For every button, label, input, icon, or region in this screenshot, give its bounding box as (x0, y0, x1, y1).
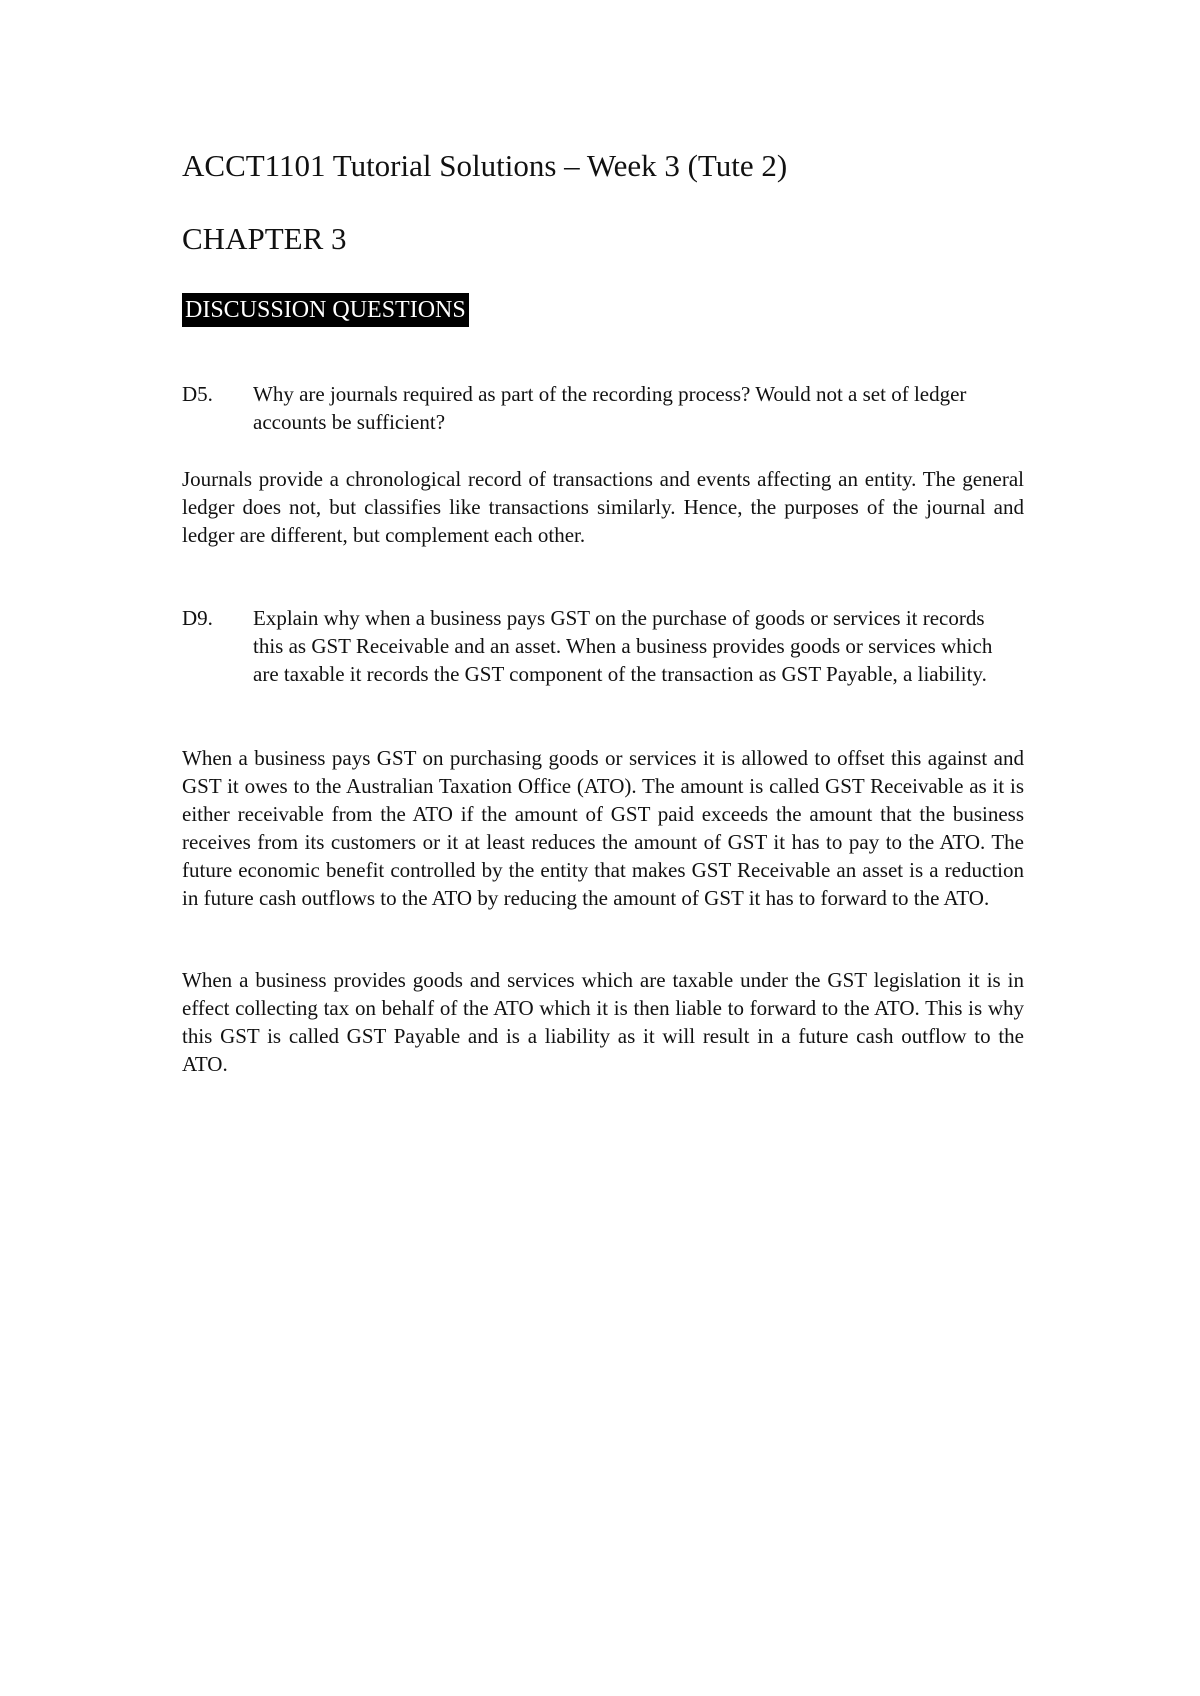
question-text: Explain why when a business pays GST on the purchase of goods or services it records this as GST Receivable and an asset. When a business provides goods or services which are taxable it records the GST component of the transaction as GST Payable, a liability. (253, 606, 993, 686)
question-number: D5. (182, 382, 213, 406)
question-d5 (182, 380, 1022, 436)
answer-d9-paragraph-2: When a business provides goods and services which are taxable under the GST legislation it is in effect collecting tax on behalf of the ATO which it is then liable to forward to the ATO. This is why this GST is called GST Payable and is a liability as it will result in a future cash outflow to the ATO. (182, 968, 1024, 1076)
question-number: D9. (182, 606, 213, 630)
answer-d9-paragraph-1: When a business pays GST on purchasing goods or services it is allowed to offset this against and GST it owes to the Australian Taxation Office (ATO). The amount is called GST Receivable as it is either receivable from the ATO if the amount of GST paid exceeds the amount that the business receives from its customers or it at least reduces the amount of GST it has to pay to the ATO. The future economic benefit controlled by the entity that makes GST Receivable an asset is a reduction in future cash outflows to the ATO by reducing the amount of GST it has to forward to the ATO. (182, 746, 1024, 910)
chapter-heading: CHAPTER 3 (182, 221, 347, 256)
answer-d5-paragraph-1: Journals provide a chronological record of transactions and events affecting an entity. The general ledger does not, but classifies like transactions similarly. Hence, the purposes of the journal and ledger are different, but complement each other. (182, 467, 1024, 547)
section-heading: DISCUSSION QUESTIONS (182, 293, 469, 327)
question-d9 (182, 604, 1022, 688)
question-text: Why are journals required as part of the recording process? Would not a set of ledger accounts be sufficient? (253, 382, 967, 434)
document-title: ACCT1101 Tutorial Solutions – Week 3 (Tute 2) (182, 148, 788, 183)
